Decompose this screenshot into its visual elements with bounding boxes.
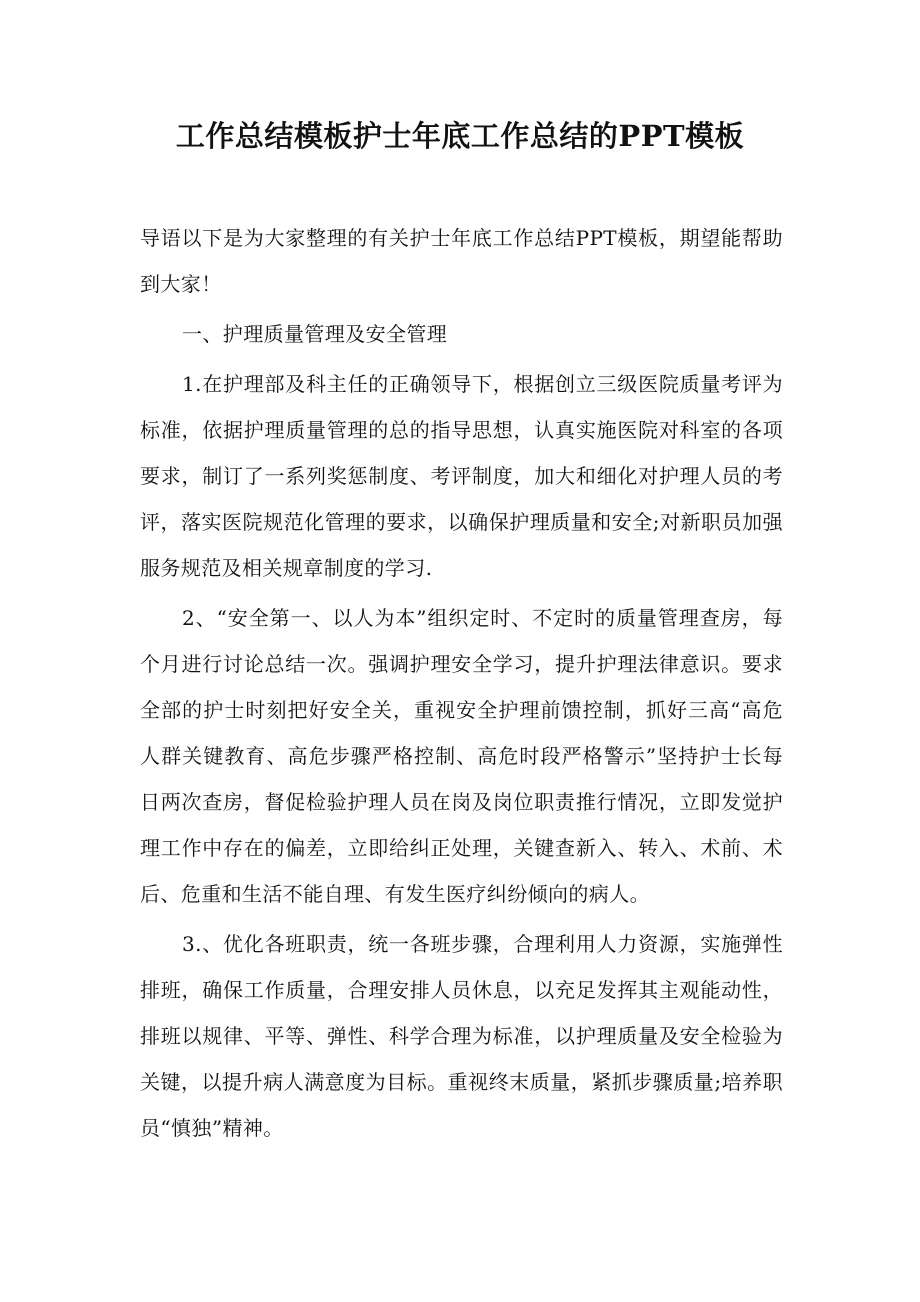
- paragraph-3: 3.、优化各班职责，统一各班步骤，合理利用人力资源，实施弹性排班，确保工作质量，合理安排人员休息，以充足发挥其主观能动性，排班以规律、平等、弹性、科学合理为标准，以护理质量及安全检验为关键，以提升病人满意度为目标。重视终末质量，紧抓步骤质量;培养职员“慎独”精神。: [140, 932, 783, 1140]
- document-body: [140, 215, 783, 1155]
- section-heading: 一、护理质量管理及安全管理: [182, 322, 448, 346]
- paragraph-2: 2、“安全第一、以人为本”组织定时、不定时的质量管理查房，每个月进行讨论总结一次。强调护理安全学习，提升护理法律意识。要求全部的护士时刻把好安全关，重视安全护理前馈控制，抓好三高“高危人群关键教育、高危步骤严格控制、高危时段严格警示”坚持护士长每日两次查房，督促检验护理人员在岗及岗位职责推行情况，立即发觉护理工作中存在的偏差，立即给纠正处理，关键查新入、转入、术前、术后、危重和生活不能自理、有发生医疗纠纷倾向的病人。: [140, 606, 783, 906]
- paragraph-1: 1.在护理部及科主任的正确领导下，根据创立三级医院质量考评为标准，依据护理质量管理的总的指导思想，认真实施医院对科室的各项要求，制订了一系列奖惩制度、考评制度，加大和细化对护理人员的考评，落实医院规范化管理的要求，以确保护理质量和安全;对新职员加强服务规范及相关规章制度的学习.: [140, 372, 783, 580]
- intro-paragraph: 导语以下是为大家整理的有关护士年底工作总结PPT模板，期望能帮助到大家！: [140, 226, 783, 296]
- document-title: 工作总结模板护士年底工作总结的PPT模板: [175, 119, 745, 153]
